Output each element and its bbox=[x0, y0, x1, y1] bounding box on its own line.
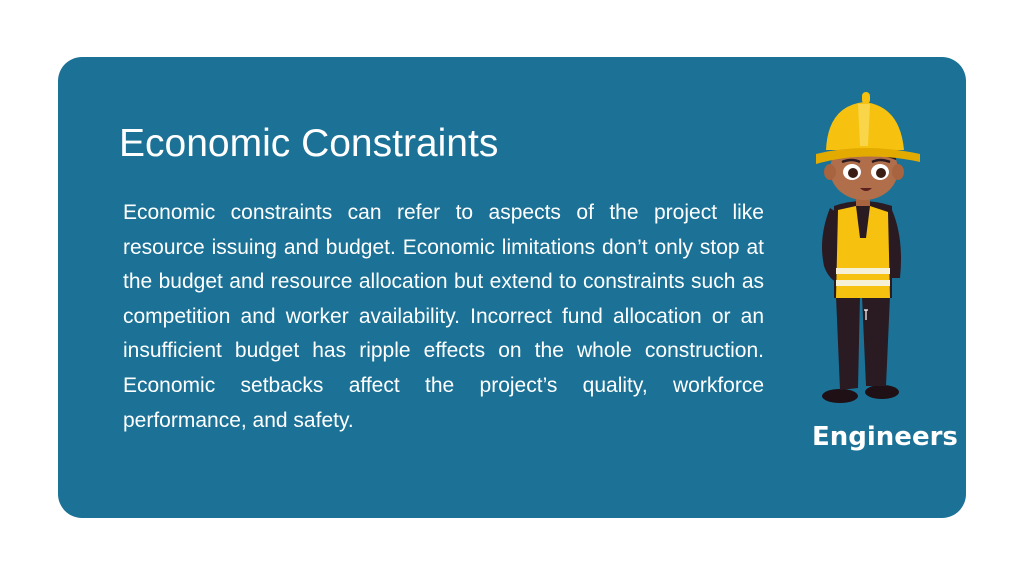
engineers-caption: Engineers bbox=[812, 422, 958, 452]
body-text: Economic constraints can refer to aspects of the project like resource issuing and budget. Economic limitations don’t only stop at the budget and resource allocation but extend to constraints such as competition and worker availability. Incorrect fund allocation or an insufficient budget has ripple effects on the whole construction. Economic setbacks affect the project’s quality, workforce performance, and safety. bbox=[123, 201, 764, 432]
page-title: Economic Constraints bbox=[119, 122, 499, 165]
engineer-icon bbox=[800, 88, 930, 406]
